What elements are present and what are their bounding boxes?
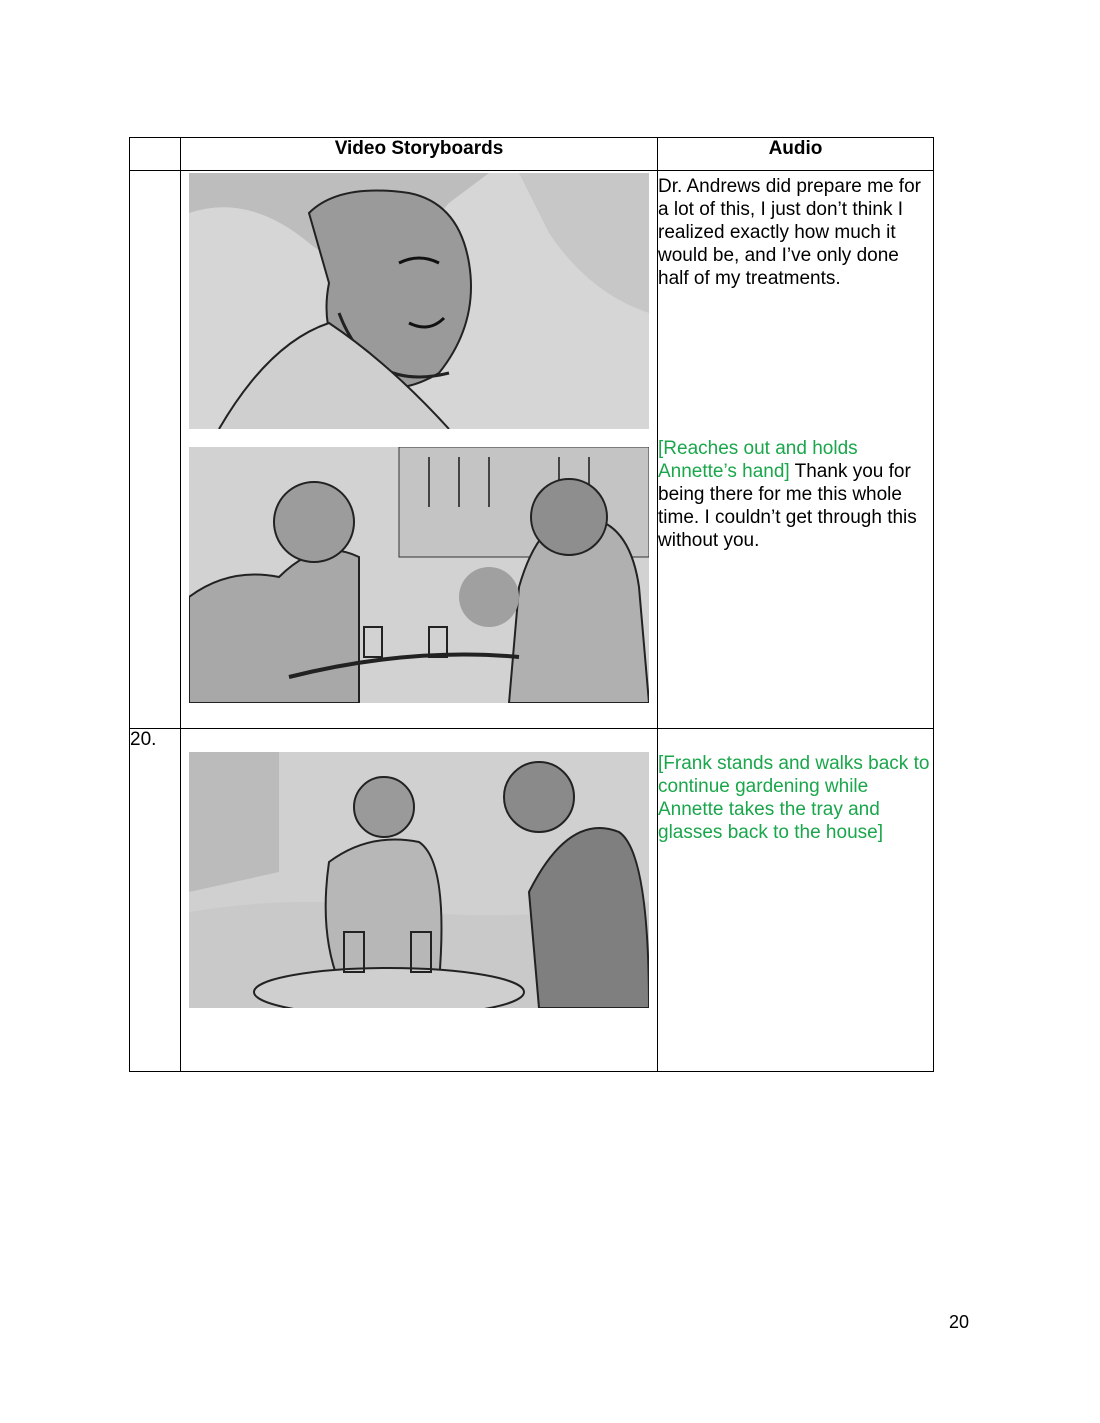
header-num <box>130 138 181 171</box>
dialogue: Thank you for being there for me this whole time. I couldn’t get through this without you. <box>658 461 917 551</box>
audio-line-2 <box>658 437 933 552</box>
storyboard-table <box>129 137 934 1072</box>
stage-direction: [Reaches out and holds Annette’s hand] <box>658 438 858 482</box>
header-row <box>130 138 934 171</box>
audio-line-1: Dr. Andrews did prepare me for a lot of this, I just don’t think I realized exactly how much it would be, and I’ve only done half of my treatments. <box>658 176 921 289</box>
row-number <box>130 171 181 729</box>
storyboard-panel-closeup <box>189 173 649 429</box>
table-row <box>130 729 934 1072</box>
stage-direction: [Frank stands and walks back to continue gardening while Annette takes the tray and glasses back to the house] <box>658 753 930 843</box>
header-audio: Audio <box>658 138 934 171</box>
page-number: 20 <box>949 1312 970 1332</box>
audio-cell <box>658 171 934 729</box>
storyboard-panel-standing <box>189 752 649 1008</box>
table-row <box>130 171 934 729</box>
row-number: 20. <box>130 729 181 1072</box>
header-video: Video Storyboards <box>181 138 658 171</box>
video-cell <box>181 171 658 729</box>
video-cell <box>181 729 658 1072</box>
audio-cell <box>658 729 934 1072</box>
storyboard-panel-holding-hands <box>189 447 649 703</box>
